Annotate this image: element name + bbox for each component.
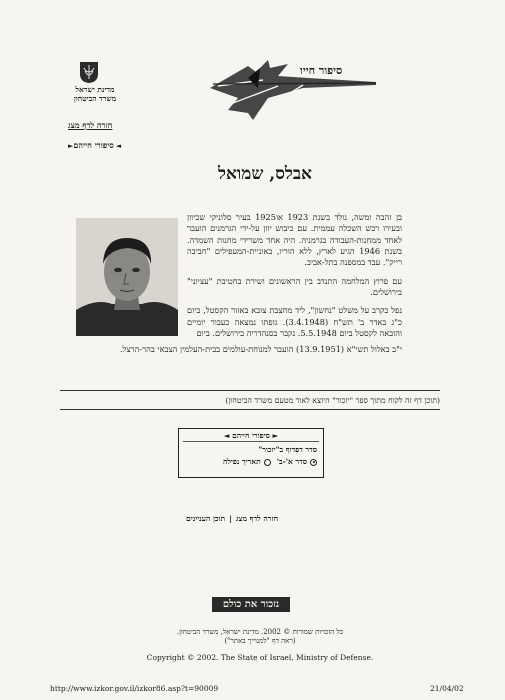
source-note: (תוכן דף זה לקוח מתוך ספר "יזכור" היוצא לאור מטעם משרד הביטחון) [225, 396, 440, 405]
date-of-fall-option[interactable] [223, 457, 271, 466]
state-emblem-icon [78, 60, 100, 84]
arrow-left-icon: ◄ [223, 431, 230, 440]
back-to-display-bottom-link[interactable]: חזרה לדף מצג [235, 514, 279, 523]
bio-paragraph-1: בן זהבה ומשה, נולד בשנת 1923 או1925 בעיר סלוניקי שביוון ובעירו רכש השכלה עממית. עם כיבוש יוון על-ידי הגרמנים הועבר לאחד ממחנות-העבודה בגרמניה. היה אחד משרידי מחנות השמדה. בשנת 1946 הגיע לארץ, ללא הוריו, באוניית-המעפילים "חביבה רייק". עבד במספנה בתל-אביב. [187, 212, 402, 268]
alphabetical-order-label: סדר א'-ב' [276, 457, 307, 466]
life-stories-link[interactable] [66, 140, 121, 150]
fallen-soldier-name: אבלס, שמואל [218, 164, 312, 184]
divider-top [60, 390, 440, 391]
browse-order-options [179, 455, 323, 468]
header-brush-graphic [208, 58, 378, 128]
browse-box-title[interactable] [183, 429, 319, 442]
alphabetical-order-option[interactable] [277, 457, 317, 466]
divider-bottom [60, 409, 440, 410]
radio-selected-icon[interactable] [310, 459, 317, 466]
org-line-1: מדינת ישראל [75, 85, 115, 94]
site-logo[interactable]: נזכור את כולם [212, 597, 290, 612]
bio-paragraph-2: עם פרוץ המלחמה התנדב בין הראשונים ושירת בחטיבת "עציוני" בירושלים. [187, 275, 402, 297]
page-title: סיפור חייו [300, 64, 343, 77]
bio-paragraph-3: נפל בקרב על משלט "נחשון", ליד מחצבת צובא באזור הקסטל, ביום כ"ג באדר ב' תש"ח (3.4.1948). גופתו נמצאה כעבור יומיים והובאה לקסטל ביום 5.5.1948. נקבר בסנהדריה בירושלים. ביום [187, 305, 402, 338]
print-date: 21/04/02 [430, 684, 464, 693]
back-to-display-link[interactable]: חזרה לדף מצג [68, 120, 113, 130]
life-stories-label: סיפורי חייהם [73, 140, 114, 150]
bottom-navigation [186, 514, 278, 523]
bio-paragraph-4: י"ב באלול תשי"א (13.9.1951) הועבר למנוחת-עולמים בבית-העלמין הצבאי בהר-הרצל. [119, 344, 402, 354]
browse-order-label: סדר דפדוף ב"יזכור" [258, 445, 317, 454]
copyright-hebrew [140, 628, 380, 647]
biography-text [187, 212, 402, 346]
portrait-photo [76, 218, 178, 336]
org-line-2: משרד הביטחון [73, 93, 117, 103]
arrow-left-icon: ◄ [115, 141, 122, 150]
radio-unselected-icon[interactable] [264, 459, 271, 466]
copyright-english: Copyright © 2002. The State of Israel, Ministry of Defense. [146, 653, 374, 662]
ministry-name [60, 86, 130, 103]
table-of-contents-link[interactable]: תוכן העניינים [186, 514, 226, 523]
date-of-fall-label: תאריך נפילה [223, 457, 261, 466]
copyright-hebrew-line-2: (ראה דף "למנוייך באתר") [224, 637, 296, 646]
arrow-right-icon: ► [68, 141, 74, 150]
browse-order-box [178, 428, 324, 478]
link-separator: | [229, 514, 232, 523]
arrow-right-icon: ► [272, 431, 279, 440]
print-url: http://www.izkor.gov.il/izkor86.asp?t=90009 [50, 684, 219, 693]
browse-box-title-label: סיפורי חייהם [232, 431, 270, 440]
copyright-hebrew-line-1: כל הזכויות שמורות © 2002. מדינת ישראל, משרד הביטחון. [176, 628, 344, 636]
